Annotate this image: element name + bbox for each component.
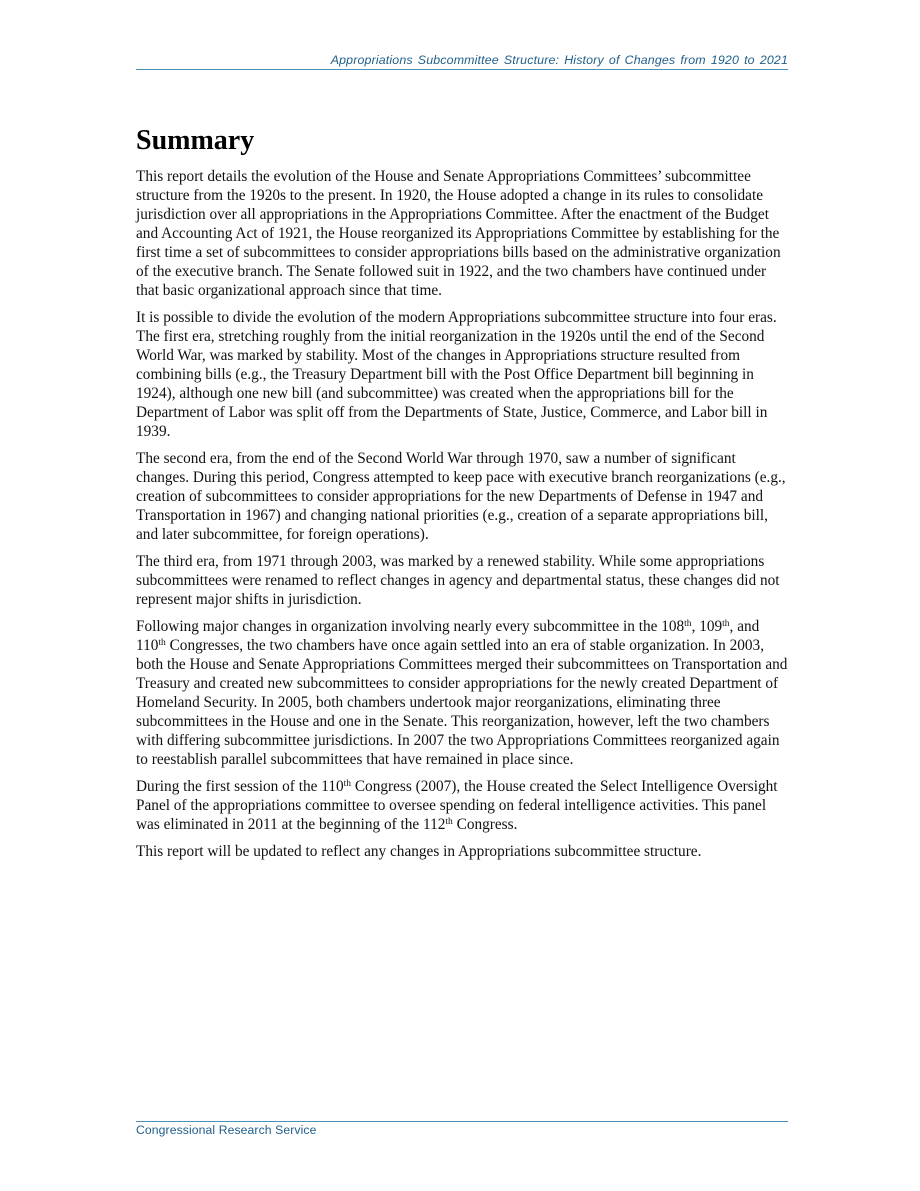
paragraph-6-text-b: Congress (2007), the House created the Select Intelligence Oversight Panel of the appropriations committee to oversee spending on federal intelligence activities. This panel was eliminated in 2011 at the beginning of the 112 [136, 778, 778, 833]
paragraph-1: This report details the evolution of the House and Senate Appropriations Committees’ subcommittee structure from the 1920s to the present. In 1920, the House adopted a change in its rules to consolidate jurisdiction over all appropriations in the Appropriations Committee. After the enactment of the Budget and Accounting Act of 1921, the House reorganized its Appropriations Committee by establishing for the first time a set of subcommittees to consider appropriations bills based on the administrative organization of the executive branch. The Senate followed suit in 1922, and the two chambers have continued under that basic organizational approach since that time. [136, 168, 781, 299]
superscript-ordinal: th [684, 619, 692, 629]
superscript-ordinal: th [722, 619, 730, 629]
paragraph-6 [136, 777, 788, 834]
paragraph-5-text-a: Following major changes in organization involving nearly every subcommittee in the 108 [136, 618, 685, 635]
paragraph-5-text-c: , and 110 [136, 618, 760, 654]
footer-rule [136, 1121, 788, 1122]
superscript-ordinal: th [445, 817, 453, 827]
superscript-ordinal: th [158, 638, 166, 648]
paragraph-5-text-d: Congresses, the two chambers have once again settled into an era of stable organization. In 2003, both the House and Senate Appropriations Committees merged their subcommittees on Transportation and Treasury and created new subcommittees to consider appropriations for the newly created Department of Homeland Security. In 2005, both chambers undertook major reorganizations, eliminating three subcommittees in the House and one in the Senate. This reorganization, however, left the two chambers with differing subcommittee jurisdictions. In 2007 the two Appropriations Committees reorganized again to reestablish parallel subcommittees that have remained in place since. [136, 637, 788, 768]
paragraph-2: It is possible to divide the evolution of the modern Appropriations subcommittee structure into four eras. The first era, stretching roughly from the initial reorganization in the 1920s until the end of the Second World War, was marked by stability. Most of the changes in Appropriations structure resulted from combining bills (e.g., the Treasury Department bill with the Post Office Department bill beginning in 1924), although one new bill (and subcommittee) was created when the appropriations bill for the Department of Labor was split off from the Departments of State, Justice, Commerce, and Labor bill in 1939. [136, 309, 777, 440]
paragraph-4: The third era, from 1971 through 2003, was marked by a renewed stability. While some appropriations subcommittees were renamed to reflect changes in agency and departmental status, these changes did not represent major shifts in jurisdiction. [136, 553, 780, 608]
superscript-ordinal: th [343, 779, 352, 789]
footer-label: Congressional Research Service [136, 1123, 317, 1137]
paragraph-5 [136, 617, 788, 769]
running-header: Appropriations Subcommittee Structure: History of Changes from 1920 to 2021 [330, 53, 788, 67]
header-rule [136, 69, 788, 70]
paragraph-7: This report will be updated to reflect any changes in Appropriations subcommittee structure. [136, 843, 702, 860]
paragraph-3: The second era, from the end of the Second World War through 1970, saw a number of significant changes. During this period, Congress attempted to keep pace with executive branch reorganizations (e.g., creation of subcommittees to consider appropriations for the new Departments of Defense in 1947 and Transportation in 1967) and changing national priorities (e.g., creation of a separate appropriations bill, and later subcommittee, for foreign operations). [136, 450, 786, 543]
section-title: Summary [136, 125, 255, 156]
paragraph-6-text-a: During the first session of the 110 [136, 778, 344, 795]
summary-section [136, 124, 788, 869]
paragraph-5-text-b: , 109 [691, 618, 723, 635]
paragraph-6-text-c: Congress. [452, 816, 518, 833]
